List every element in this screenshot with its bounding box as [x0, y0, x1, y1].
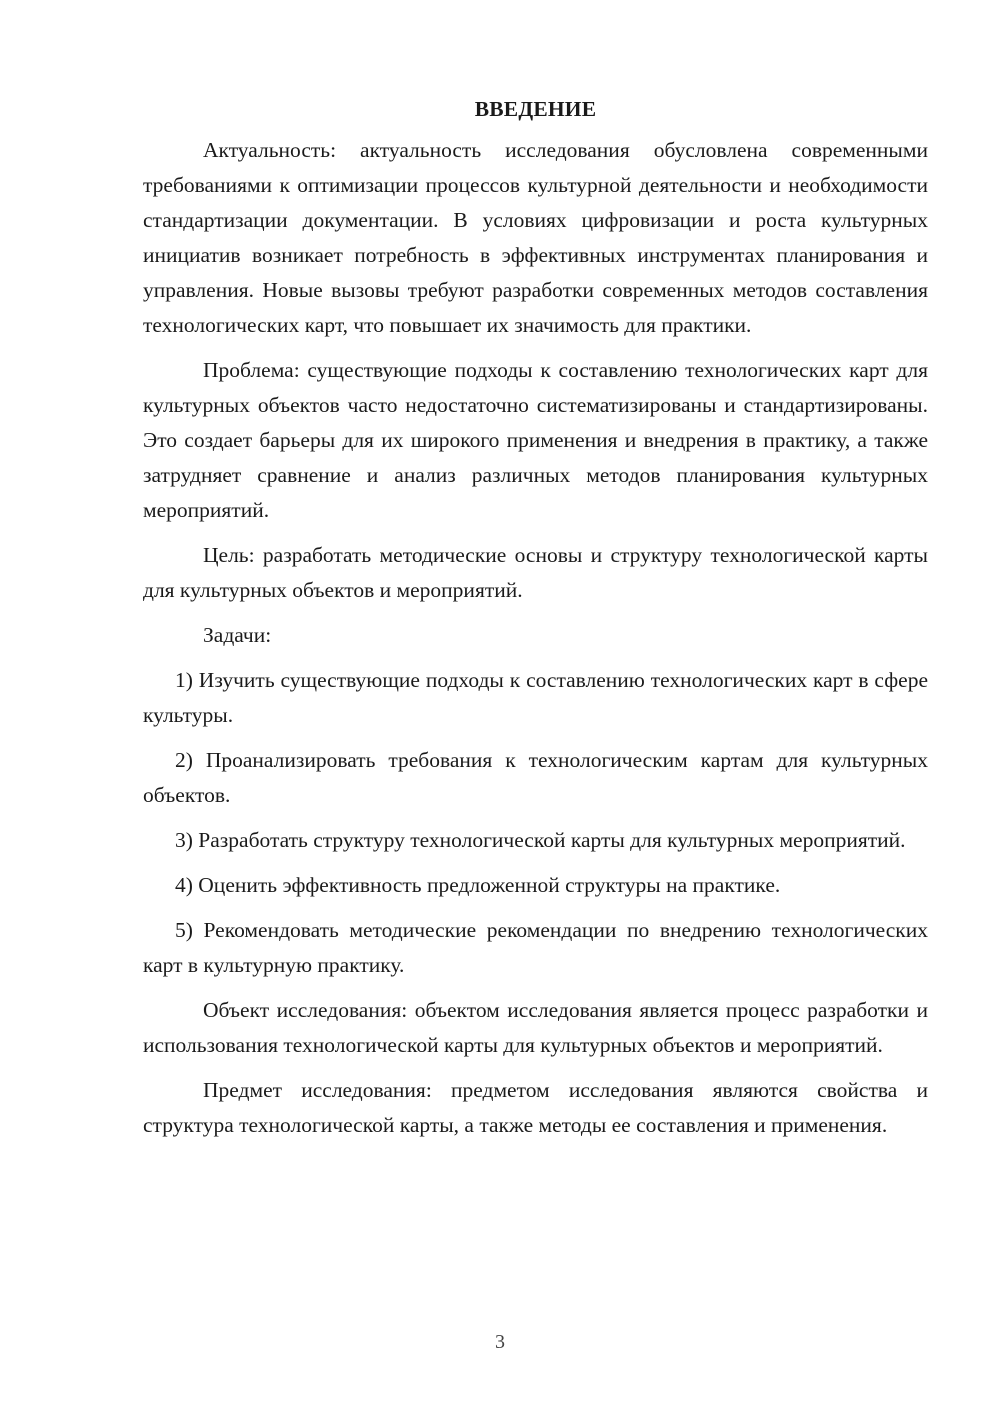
relevance-paragraph: Актуальность: актуальность исследования обусловлена современными требованиями к оптимизации процессов культурной деятельности и необходимости стандартизации документации. В условиях цифровизации и роста культурных инициатив возникает потребность в эффективных инструментах планирования и управления. Новые вызовы требуют разработки современных методов составления технологических карт, что повышает их значимость для практики. [143, 138, 928, 337]
section-title: ВВЕДЕНИЕ [474, 97, 597, 121]
task-item-2: 2) Проанализировать требования к технологическим картам для культурных объектов. [143, 748, 928, 807]
task-item-1: 1) Изучить существующие подходы к составлению технологических карт в сфере культуры. [143, 668, 928, 727]
subject-paragraph: Предмет исследования: предметом исследования являются свойства и структура технологической карты, а также методы ее составления и применения. [143, 1078, 928, 1137]
page-number: 3 [495, 1331, 505, 1353]
tasks-label: Задачи: [203, 623, 272, 647]
object-paragraph: Объект исследования: объектом исследования является процесс разработки и использования технологической карты для культурных объектов и мероприятий. [143, 998, 928, 1057]
problem-paragraph: Проблема: существующие подходы к составлению технологических карт для культурных объектов часто недостаточно систематизированы и стандартизированы. Это создает барьеры для их широкого применения и внедрения в практику, а также затрудняет сравнение и анализ различных методов планирования культурных мероприятий. [143, 358, 928, 522]
task-item-5: 5) Рекомендовать методические рекомендации по внедрению технологических карт в культурную практику. [143, 918, 928, 977]
goal-paragraph: Цель: разработать методические основы и структуру технологической карты для культурных объектов и мероприятий. [143, 543, 928, 602]
task-item-4: 4) Оценить эффективность предложенной структуры на практике. [175, 873, 781, 897]
task-item-3: 3) Разработать структуру технологической карты для культурных мероприятий. [175, 828, 906, 852]
document-page [143, 92, 928, 1153]
